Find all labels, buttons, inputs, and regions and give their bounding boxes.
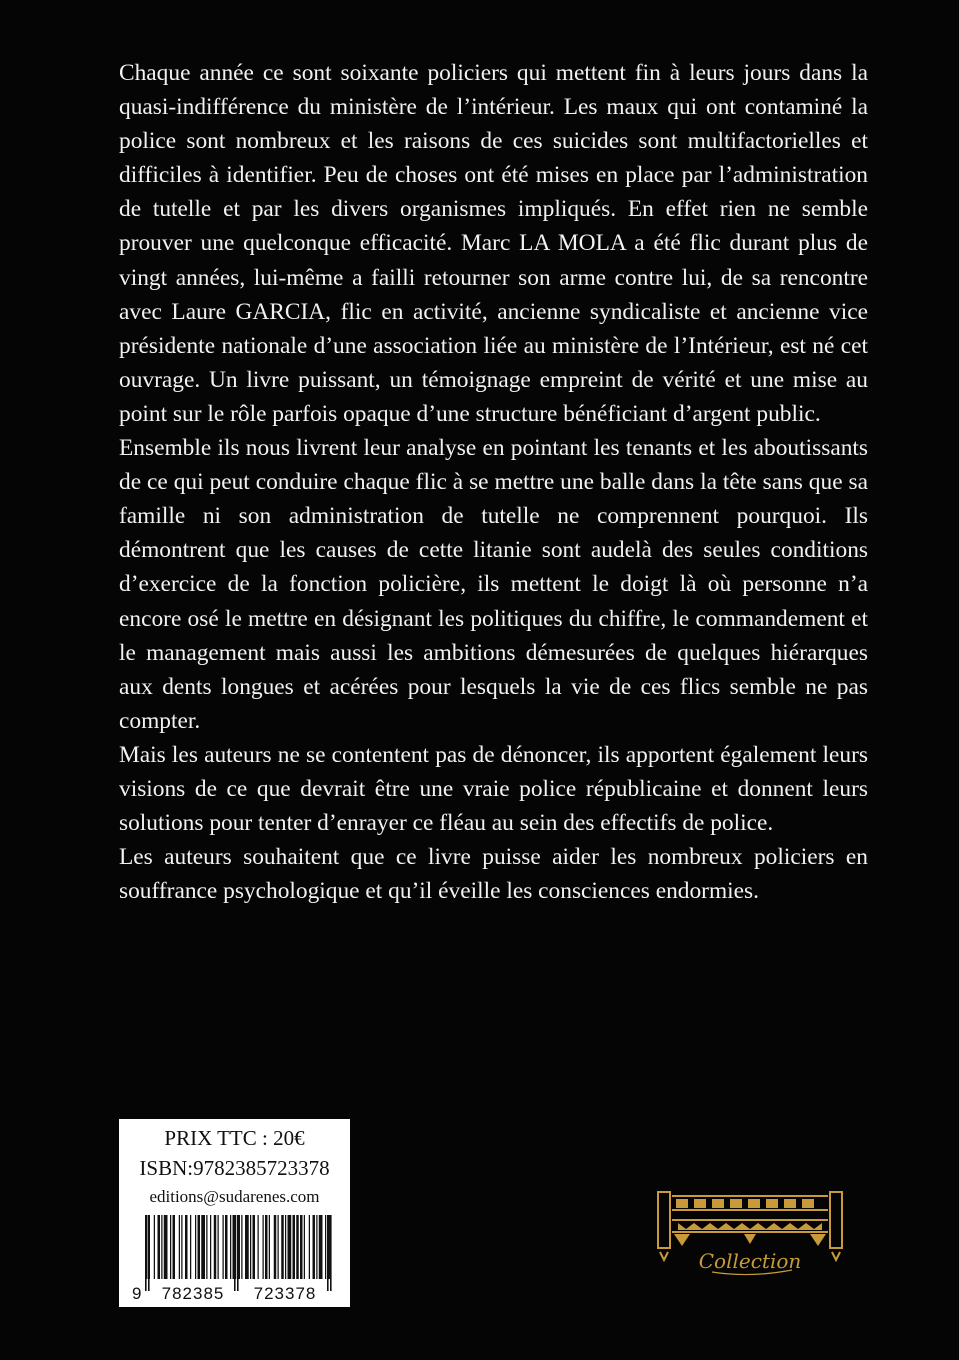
barcode-bar <box>278 1215 279 1279</box>
publisher-email: editions@sudarenes.com <box>149 1187 320 1206</box>
price-label: PRIX TTC : 20€ <box>164 1126 305 1150</box>
barcode-bar <box>223 1215 224 1279</box>
barcode-bar <box>161 1215 162 1279</box>
barcode-bar <box>198 1215 201 1279</box>
barcode-bar <box>173 1215 176 1279</box>
barcode-bar <box>158 1215 161 1279</box>
barcode-bar <box>195 1215 196 1279</box>
barcode-bar <box>300 1215 303 1279</box>
barcode-bar <box>210 1215 211 1279</box>
barcode-guard-bar <box>145 1215 147 1291</box>
barcode-bar <box>245 1215 249 1279</box>
barcode-bar <box>296 1215 299 1279</box>
barcode-bar <box>265 1215 268 1279</box>
barcode-digits-left: 782385 <box>161 1284 225 1303</box>
barcode-bar <box>214 1215 217 1279</box>
isbn-label: ISBN:9782385723378 <box>139 1156 330 1180</box>
barcode-guard-bar <box>237 1215 239 1291</box>
publisher-logo <box>652 1190 862 1280</box>
barcode-bar <box>241 1215 242 1279</box>
barcode-guard-bar <box>148 1215 150 1291</box>
barcode-bar <box>269 1215 270 1279</box>
barcode-bar <box>154 1215 155 1279</box>
barcode-bar <box>253 1215 256 1279</box>
barcode-bar <box>170 1215 171 1279</box>
price-isbn-box <box>119 1119 350 1307</box>
barcode-bar <box>288 1215 292 1279</box>
isbn-barcode <box>129 1213 341 1303</box>
barcode-bar <box>325 1215 326 1279</box>
barcode-bar <box>230 1215 231 1279</box>
barcode-bar <box>164 1215 168 1279</box>
barcode-bar <box>313 1215 316 1279</box>
barcode-guard-bar <box>234 1215 236 1291</box>
barcode-bar <box>206 1215 207 1279</box>
barcode-digits-right: 723378 <box>253 1284 317 1303</box>
barcode-bar <box>258 1215 259 1279</box>
barcode-bar <box>201 1215 205 1279</box>
barcode-bar <box>285 1215 286 1279</box>
barcode-digit-first: 9 <box>132 1284 142 1303</box>
barcode-bar <box>263 1215 264 1279</box>
sudarenes-logo-icon <box>652 1190 862 1280</box>
barcode-bar <box>293 1215 296 1279</box>
barcode-bar <box>274 1215 277 1279</box>
barcode-bar <box>181 1215 182 1279</box>
barcode-bar <box>316 1215 317 1279</box>
barcode-bar <box>179 1215 180 1279</box>
barcode-bar <box>185 1215 188 1279</box>
blurb-paragraph-3: Mais les auteurs ne se contentent pas de dénoncer, ils apportent également leurs visions de ce que devrait être une vraie police républicaine et donnent leurs solutions pour tenter d’enrayer ce fléau au sein des effectifs de police. <box>119 741 868 837</box>
barcode-bar <box>225 1215 228 1279</box>
back-cover-blurb <box>119 56 868 908</box>
blurb-paragraph-1: Chaque année ce sont soixante policiers qui mettent fin à leurs jours dans la quasi-indifférence du ministère de l’intérieur. Les maux qui ont contaminé la police sont nombreux et les raisons de ces suicides sont multifactorielles et difficiles à identifier. Peu de choses ont été mises en place par l’administration de tutelle et par les divers organismes impliqués. En effet rien ne semble prouver une quelconque efficacité. Marc LA MOLA a été flic durant plus de vingt années, lui-même a failli retourner son arme contre lui, de sa rencontre avec Laure GARCIA, flic en activité, ancienne syndicaliste et ancienne vice présidente nationale d’une association liée au ministère de l’Intérieur, est né cet ouvrage. Un livre puissant, un témoignage empreint de vérité et une mise au point sur le rôle parfois opaque d’une structure bénéficiant d’argent public. <box>119 60 868 427</box>
barcode-guard-bar <box>327 1215 329 1291</box>
barcode-bar <box>304 1215 305 1279</box>
barcode-bar <box>319 1215 323 1279</box>
barcode-bar <box>190 1215 191 1279</box>
barcode-bar <box>309 1215 310 1279</box>
barcode-bar <box>218 1215 219 1279</box>
barcode-bar <box>281 1215 284 1279</box>
barcode-guard-bar <box>330 1215 332 1291</box>
blurb-paragraph-4: Les auteurs souhaitent que ce livre puisse aider les nombreux policiers en souffrance psychologique et qu’il éveille les consciences endormies. <box>119 844 868 905</box>
logo-collection-label: Collection <box>698 1249 802 1273</box>
blurb-paragraph-2: Ensemble ils nous livrent leur analyse en pointant les tenants et les aboutissants de ce qui peut conduire chaque flic à se mettre une balle dans la tête sans que sa famille ni son administration de tutelle ne comprennent pourquoi. Ils démontrent que les causes de cette litanie sont audelà des seules conditions d’exercice de la fonction policière, ils mettent le doigt là où personne n’a encore osé le mettre en désignant les politiques du chiffre, le commandement et le management mais aussi les ambitions démesurées de quelques hiérarques aux dents longues et acérées pour lesquels la vie de ces flics semble ne pas compter. <box>119 435 868 734</box>
barcode-svg <box>129 1213 341 1303</box>
barcode-bar <box>250 1215 251 1279</box>
